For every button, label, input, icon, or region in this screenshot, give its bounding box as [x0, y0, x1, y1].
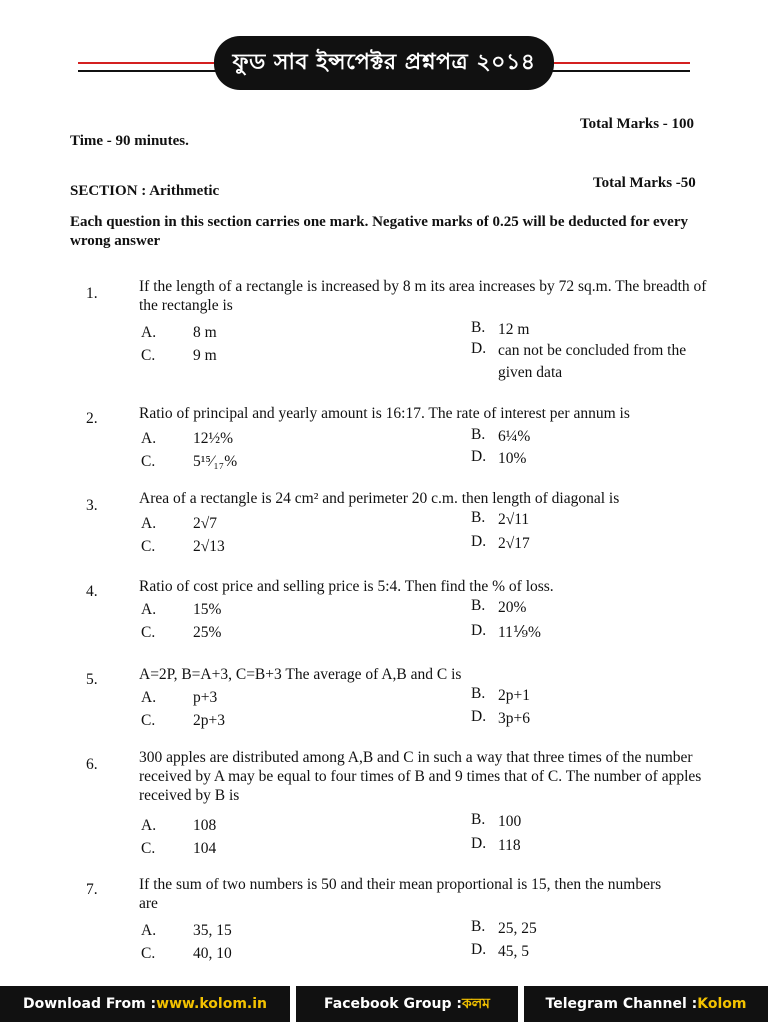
question-text: If the length of a rectangle is increased by 8 m its area increases by 72 sq.m. The breadth of the rectangle is — [139, 278, 707, 314]
question-number: 2. — [86, 410, 98, 427]
facebook-group-box[interactable] — [296, 986, 518, 1022]
header-rule-left-red — [78, 62, 218, 64]
telegram-prefix: Telegram Channel : — [545, 996, 698, 1012]
option-label: A. — [141, 601, 157, 618]
section-title: SECTION : Arithmetic — [70, 183, 220, 199]
option-value: 10% — [498, 450, 527, 467]
option-label: B. — [471, 918, 486, 935]
option-label: A. — [141, 324, 157, 341]
question-number: 1. — [86, 285, 98, 302]
option-value: 2p+1 — [498, 687, 530, 704]
facebook-prefix: Facebook Group : — [324, 996, 462, 1012]
option-label: D. — [471, 448, 487, 465]
question-number: 4. — [86, 583, 98, 600]
option-label: D. — [471, 340, 487, 357]
instruction-text: Each question in this section carries one mark. Negative marks of 0.25 will be deducted for every wrong answer — [70, 214, 688, 249]
option-label: B. — [471, 811, 486, 828]
option-value: can not be concluded from the given data — [498, 342, 687, 381]
option-label: B. — [471, 685, 486, 702]
download-link-box[interactable] — [0, 986, 290, 1022]
option-label: D. — [471, 533, 487, 550]
option-value: 2√7 — [193, 515, 218, 532]
option-label: C. — [141, 945, 156, 962]
page-title: ফুড সাব ইন্সপেক্টর প্রশ্নপত্র ২০১৪ — [214, 36, 554, 90]
option-value: 9 m — [193, 347, 217, 364]
option-value: 2√13 — [193, 538, 225, 555]
option-label: D. — [471, 835, 487, 852]
question-text: A=2P, B=A+3, C=B+3 The average of A,B and C is — [139, 666, 462, 683]
option-value: 108 — [193, 817, 217, 834]
question-text: Area of a rectangle is 24 cm² and perimeter 20 c.m. then length of diagonal is — [139, 490, 620, 507]
option-label: C. — [141, 624, 156, 641]
option-label: D. — [471, 941, 487, 958]
section-marks: Total Marks -50 — [593, 175, 696, 191]
option-value: 20% — [498, 599, 527, 616]
option-value: 5¹⁵⁄₁₇% — [193, 453, 238, 470]
option-value: 11⅑% — [498, 624, 541, 641]
option-label: A. — [141, 689, 157, 706]
option-label: D. — [471, 708, 487, 725]
telegram-channel-box[interactable] — [524, 986, 768, 1022]
option-value: 25% — [193, 624, 222, 641]
header-rule-right-black — [550, 70, 690, 72]
option-value: 35, 15 — [193, 922, 232, 939]
question-number: 7. — [86, 881, 98, 898]
question-text: 300 apples are distributed among A,B and C in such a way that three times of the number received by A may be equal to four times of B and 9 times that of C. The number of apples received by B is — [139, 749, 702, 804]
option-label: B. — [471, 426, 486, 443]
option-label: C. — [141, 840, 156, 857]
option-value: 2p+3 — [193, 712, 225, 729]
option-label: B. — [471, 597, 486, 614]
option-value: 25, 25 — [498, 920, 537, 937]
option-label: C. — [141, 712, 156, 729]
option-value: 3p+6 — [498, 710, 530, 727]
total-marks: Total Marks - 100 — [580, 116, 695, 132]
footer-bar — [0, 982, 768, 1024]
option-value: 15% — [193, 601, 222, 618]
question-text: Ratio of principal and yearly amount is 16:17. The rate of interest per annum is — [139, 405, 630, 422]
time-limit: Time - 90 minutes. — [70, 133, 189, 149]
option-value: 45, 5 — [498, 943, 529, 960]
option-value: 12 m — [498, 321, 530, 338]
option-value: p+3 — [193, 689, 218, 706]
question-number: 6. — [86, 756, 98, 773]
question-number: 3. — [86, 497, 98, 514]
option-value: 12½% — [193, 430, 234, 447]
option-label: A. — [141, 430, 157, 447]
header-rule-left-black — [78, 70, 218, 72]
option-value: 40, 10 — [193, 945, 232, 962]
option-value: 2√11 — [498, 511, 530, 528]
option-label: D. — [471, 622, 487, 639]
option-label: C. — [141, 347, 156, 364]
telegram-channel-name[interactable]: Kolom — [697, 996, 747, 1012]
question-number: 5. — [86, 671, 98, 688]
download-link[interactable]: www.kolom.in — [156, 996, 268, 1012]
header-rule-right-red — [550, 62, 690, 64]
option-label: C. — [141, 538, 156, 555]
option-value: 8 m — [193, 324, 217, 341]
question-text: Ratio of cost price and selling price is 5:4. Then find the % of loss. — [139, 578, 554, 595]
option-value: 100 — [498, 813, 522, 830]
option-value: 104 — [193, 840, 217, 857]
option-label: B. — [471, 509, 486, 526]
option-label: A. — [141, 922, 157, 939]
download-prefix: Download From : — [22, 996, 157, 1012]
option-value: 118 — [498, 837, 521, 854]
option-label: A. — [141, 515, 157, 532]
question-text: If the sum of two numbers is 50 and their mean proportional is 15, then the numbers are — [139, 876, 662, 912]
option-label: A. — [141, 817, 157, 834]
facebook-group-name[interactable]: কলম — [461, 996, 490, 1012]
option-value: 2√17 — [498, 535, 530, 552]
option-value: 6¼% — [498, 428, 531, 445]
option-label: C. — [141, 453, 156, 470]
option-label: B. — [471, 319, 486, 336]
